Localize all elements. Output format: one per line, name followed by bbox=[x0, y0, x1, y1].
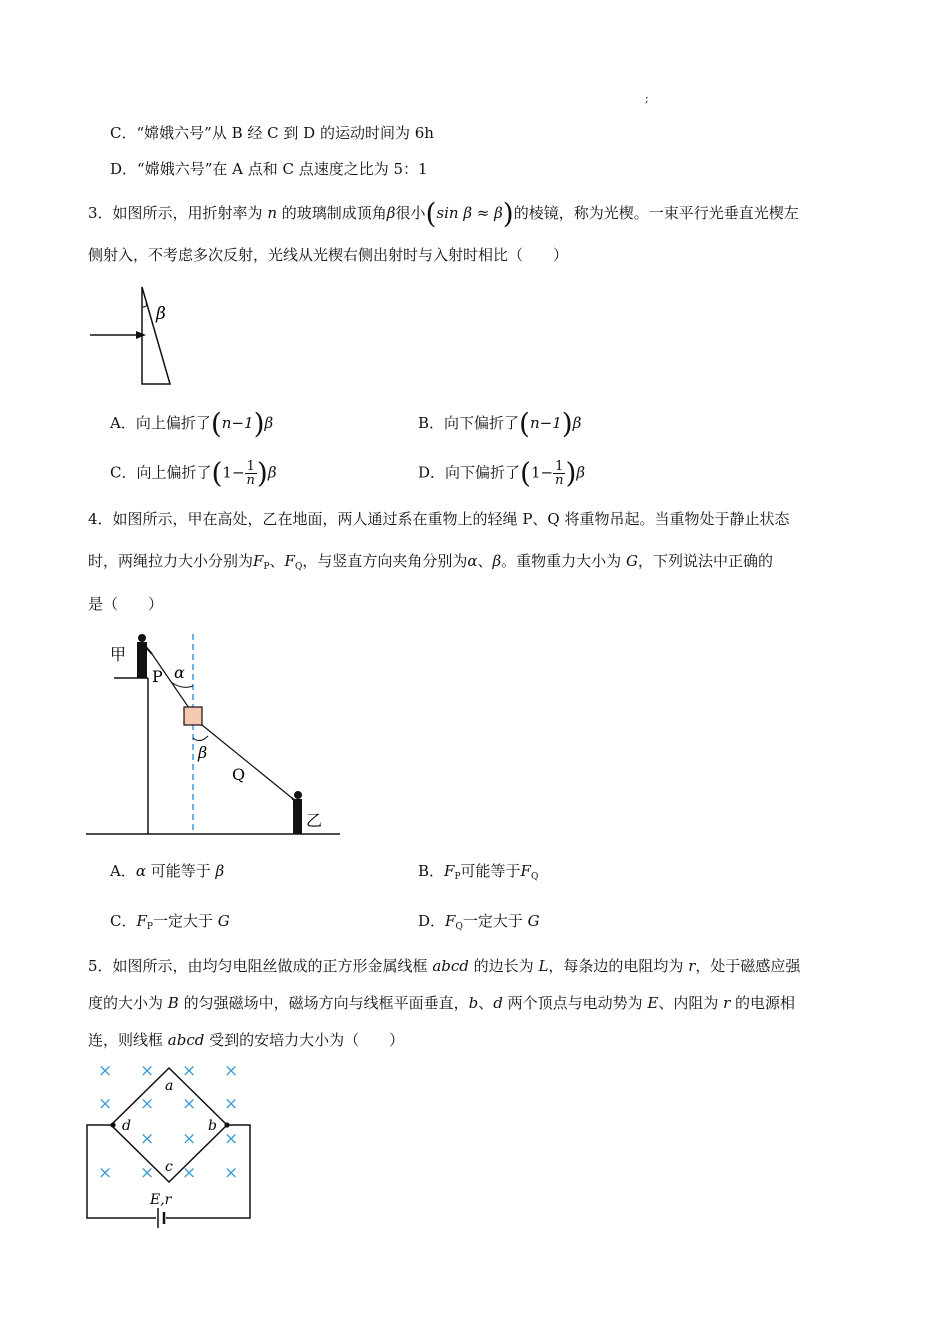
rope-q bbox=[202, 725, 292, 798]
field-cross-icon: × bbox=[140, 1094, 155, 1114]
hanging-weight bbox=[184, 707, 202, 725]
field-cross-icon: × bbox=[98, 1163, 113, 1183]
q3-stem-line1: 3．如图所示，用折射率为 n 的玻璃制成顶角β很小(sin β ≈ β)的棱镜，称为光楔。一束平行光垂直光楔左 bbox=[88, 197, 799, 230]
q4-pulley-figure bbox=[86, 630, 346, 840]
field-cross-icon: × bbox=[224, 1094, 239, 1114]
header-mark: ; bbox=[645, 92, 649, 105]
label-yi: 乙 bbox=[306, 811, 323, 830]
q4-option-a[interactable]: A．α 可能等于 β bbox=[110, 862, 225, 880]
q5-stem-line1: 5．如图所示，由均匀电阻丝做成的正方形金属线框 abcd 的边长为 L，每条边的电阻均为 r，处于磁感应强 bbox=[88, 957, 801, 975]
q4-option-b[interactable]: B．$F_P$可能等于$F_Q$ bbox=[418, 862, 539, 882]
field-cross-icon: × bbox=[98, 1061, 113, 1081]
prev-option-d: D．“嫦娥六号”在 A 点和 C 点速度之比为 5：1 bbox=[110, 160, 428, 178]
label-vertex-d: d bbox=[122, 1118, 131, 1134]
q3-wedge-figure bbox=[88, 283, 188, 393]
arrow-head-icon bbox=[136, 331, 146, 339]
q5-circuit-figure bbox=[86, 1058, 256, 1228]
glass-wedge bbox=[142, 287, 170, 384]
person-yi-head bbox=[294, 791, 302, 799]
label-vertex-a: a bbox=[165, 1078, 174, 1094]
field-cross-icon: × bbox=[224, 1163, 239, 1183]
field-cross-icon: × bbox=[140, 1061, 155, 1081]
q5-stem-line3: 连，则线框 abcd 受到的安培力大小为（ ） bbox=[88, 1031, 405, 1049]
q4-stem-line2: 时，两绳拉力大小分别为$F_P$、$F_Q$，与竖直方向夹角分别为α、β。重物重力大小为 G，下列说法中正确的 bbox=[88, 552, 773, 572]
field-cross-icon: × bbox=[182, 1061, 197, 1081]
field-cross-icon: × bbox=[140, 1163, 155, 1183]
q3-option-c[interactable]: C．向上偏折了(1− $\frac{1}{n}$ )β bbox=[110, 456, 277, 490]
wedge-beta-label: β bbox=[156, 304, 166, 324]
q5-stem-line2: 度的大小为 B 的匀强磁场中，磁场方向与线框平面垂直，b、d 两个顶点与电动势为 E、内阻为 r 的电源相 bbox=[88, 994, 796, 1012]
label-rope-p: P bbox=[152, 667, 163, 686]
label-alpha: α bbox=[174, 663, 185, 682]
q3-option-b[interactable]: B．向下偏折了(n−1)β bbox=[418, 407, 582, 440]
q4-option-d[interactable]: D．$F_Q$一定大于 G bbox=[418, 912, 540, 932]
q4-stem-line3: 是（ ） bbox=[88, 595, 164, 613]
q4-option-c[interactable]: C．$F_P$一定大于 G bbox=[110, 912, 230, 932]
label-rope-q: Q bbox=[232, 765, 246, 784]
field-cross-icon: × bbox=[140, 1129, 155, 1149]
q3-stem-line2: 侧射入，不考虑多次反射，光线从光楔右侧出射时与入射时相比（ ） bbox=[88, 246, 569, 264]
field-cross-icon: × bbox=[182, 1094, 197, 1114]
field-cross-icon: × bbox=[182, 1129, 197, 1149]
q3-option-a[interactable]: A．向上偏折了(n−1)β bbox=[110, 407, 274, 440]
field-cross-icon: × bbox=[224, 1129, 239, 1149]
label-vertex-c: c bbox=[165, 1159, 173, 1175]
q4-stem-line1: 4．如图所示，甲在高处，乙在地面，两人通过系在重物上的轻绳 P、Q 将重物吊起。当重物处于静止状态 bbox=[88, 510, 790, 528]
field-cross-icon: × bbox=[182, 1163, 197, 1183]
beta-arc bbox=[193, 736, 208, 741]
label-vertex-b: b bbox=[208, 1118, 217, 1134]
label-jia: 甲 bbox=[110, 645, 127, 664]
person-jia-head bbox=[138, 634, 146, 642]
label-source: E,r bbox=[150, 1192, 172, 1208]
field-cross-icon: × bbox=[98, 1094, 113, 1114]
q3-option-d[interactable]: D．向下偏折了(1− $\frac{1}{n}$ )β bbox=[418, 456, 586, 490]
prev-option-c: C．“嫦娥六号”从 B 经 C 到 D 的运动时间为 6h bbox=[110, 124, 434, 142]
field-cross-icon: × bbox=[224, 1061, 239, 1081]
label-beta: β bbox=[198, 743, 208, 762]
